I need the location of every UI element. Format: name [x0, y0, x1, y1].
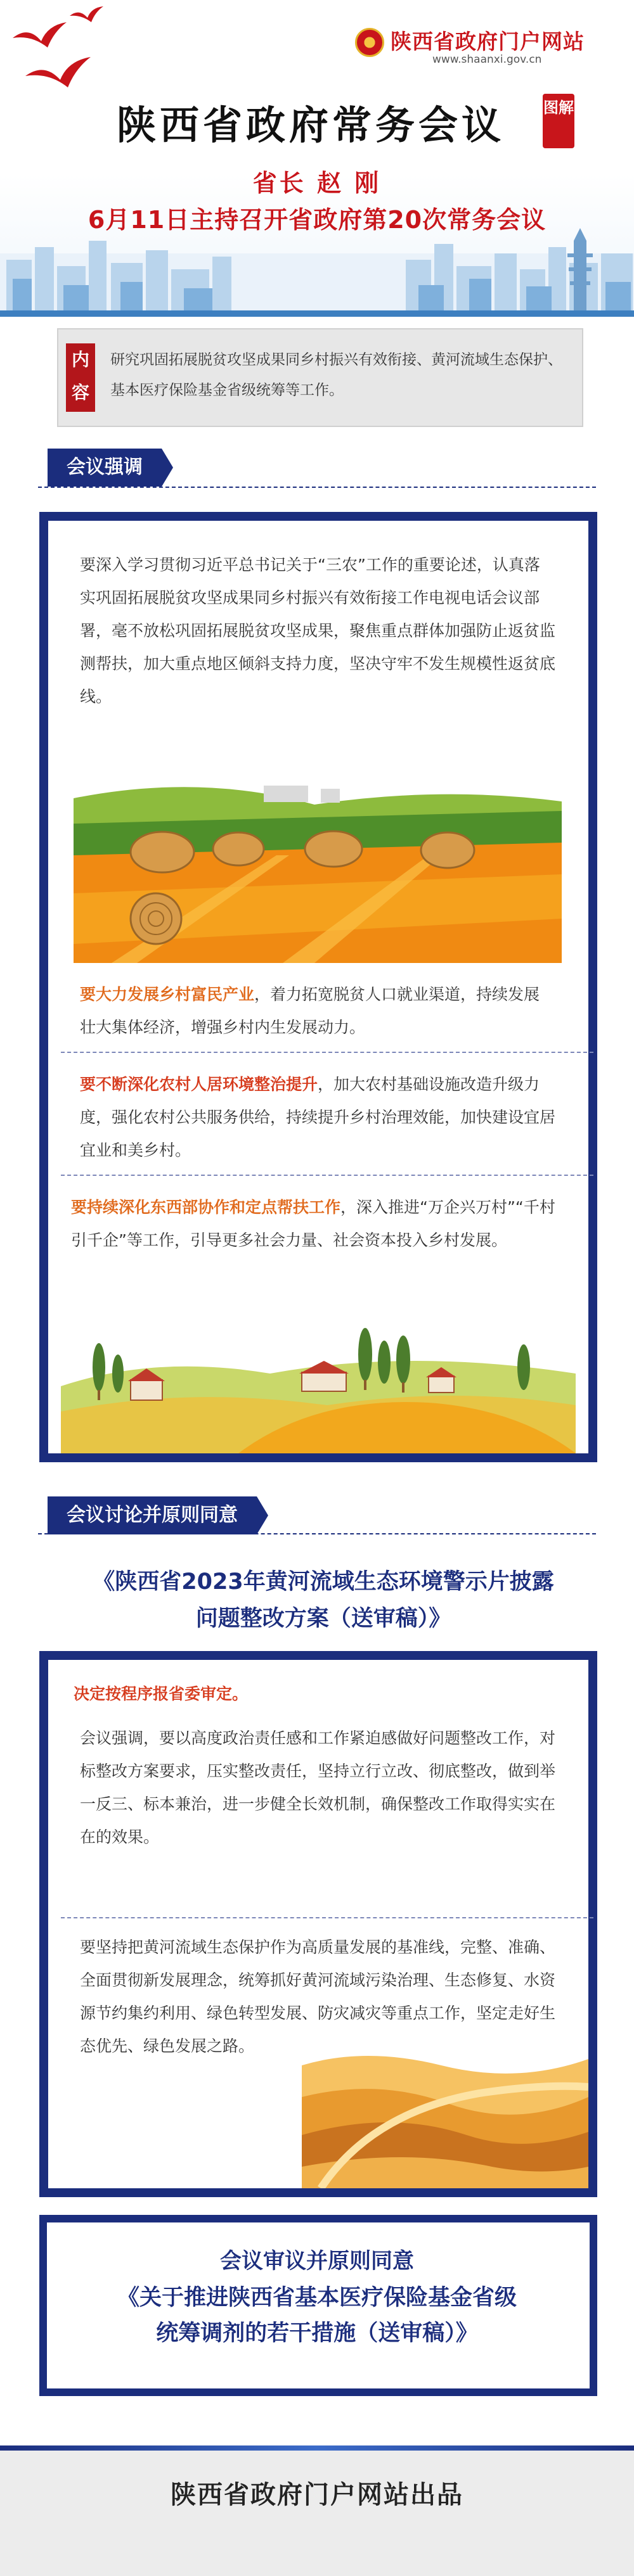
portal-name: 陕西省政府门户网站 [391, 29, 585, 54]
industry-text: ，着力拓宽脱贫人口就业渠道，持续发展壮大集体经济，增强乡村内生发展动力。 [80, 985, 540, 1036]
industry-paragraph [80, 978, 555, 1044]
national-emblem-icon [355, 28, 384, 57]
measures-title-line2: 统筹调剂的若干措施（送审稿）》 [156, 2321, 478, 2346]
environment-paragraph [80, 1068, 555, 1167]
rectification-panel [39, 1651, 597, 2197]
industry-emphasis: 要大力发展乡村富民产业 [80, 985, 255, 1004]
summary-text: 研究巩固拓展脱贫攻坚成果同乡村振兴有效衔接、黄河流域生态保护、基本医疗保险基金省级统筹等工作。 [110, 352, 562, 399]
emphasis-panel [39, 512, 597, 1462]
footer-credit: 陕西省政府门户网站出品 [171, 2480, 463, 2509]
dashed-divider [61, 1175, 593, 1176]
rectification-paragraph: 会议强调，要以高度政治责任感和工作紧迫感做好问题整改工作，对标整改方案要求，压实整改责任，坚持立行立改、彻底整改，做到举一反三、标本兼治，进一步健全长效机制，确保整改工作取得实实在在的效果。 [80, 1729, 556, 1846]
cooperation-emphasis: 要持续深化东西部协作和定点帮扶工作 [71, 1198, 341, 1216]
portal-url: www.shaanxi.gov.cn [432, 53, 542, 66]
cooperation-text: ，深入推进“万企兴万村”“千村引千企”等工作，引导更多社会力量、社会资本投入乡村发展。 [71, 1198, 555, 1249]
footer-bar [0, 2445, 634, 2451]
section-tag-agreed: 会议讨论并原则同意 [48, 1496, 257, 1534]
dashed-divider [61, 1052, 593, 1053]
portal-logo[interactable] [355, 25, 621, 70]
governor-name: 省长 赵 刚 [252, 169, 382, 197]
environment-text: ，加大农村基础设施改造升级力度，强化农村公共服务供给，持续提升乡村治理效能，加快建设宜居宜业和美乡村。 [80, 1075, 556, 1159]
decision-text [74, 1678, 555, 1711]
section-divider [38, 487, 596, 488]
meeting-subtitle: 6月11日主持召开省政府第20次常务会议 [87, 206, 547, 234]
cooperation-paragraph [71, 1191, 566, 1257]
header-banner [0, 0, 634, 317]
document-title-line1: 《陕西省2023年黄河流域生态环境警示片披露 [93, 1569, 554, 1595]
section-tag-emphasis: 会议强调 [48, 449, 162, 487]
footer [0, 2445, 634, 2576]
environment-emphasis: 要不断深化农村人居环境整治提升 [80, 1075, 318, 1094]
page-title: 陕西省政府常务会议 [116, 102, 505, 148]
village-landscape-illustration [61, 1310, 576, 1453]
content-summary [57, 328, 583, 427]
document-title-line2: 问题整改方案（送审稿）》 [195, 1606, 451, 1631]
infographic-badge: 图解 [543, 94, 574, 148]
content-tag: 内容 [66, 343, 95, 412]
farmland-hay-illustration [74, 760, 562, 963]
ecology-paragraph: 要坚持把黄河流域生态保护作为高质量发展的基准线，完整、准确、全面贯彻新发展理念，统筹抓好黄河流域污染治理、生态修复、水资源节约集约利用、绿色转型发展、防灾减灾等重点工作，坚定走好生态优先、绿色发展之路。 [80, 1938, 556, 2055]
dashed-divider [61, 1917, 593, 1918]
intro-paragraph: 要深入学习贯彻习近平总书记关于“三农”工作的重要论述，认真落实巩固拓展脱贫攻坚成果同乡村振兴有效衔接工作电视电话会议部署，毫不放松巩固拓展脱贫攻坚成果，聚焦重点群体加强防止返贫监测帮扶，加大重点地区倾斜支持力度，坚决守牢不发生规模性返贫底线。 [80, 556, 556, 706]
measures-title-line1: 《关于推进陕西省基本医疗保险基金省级 [117, 2285, 517, 2311]
review-heading: 会议审议并原则同意 [220, 2248, 414, 2274]
decision-emphasis: 决定按程序报省委审定。 [74, 1685, 249, 1703]
